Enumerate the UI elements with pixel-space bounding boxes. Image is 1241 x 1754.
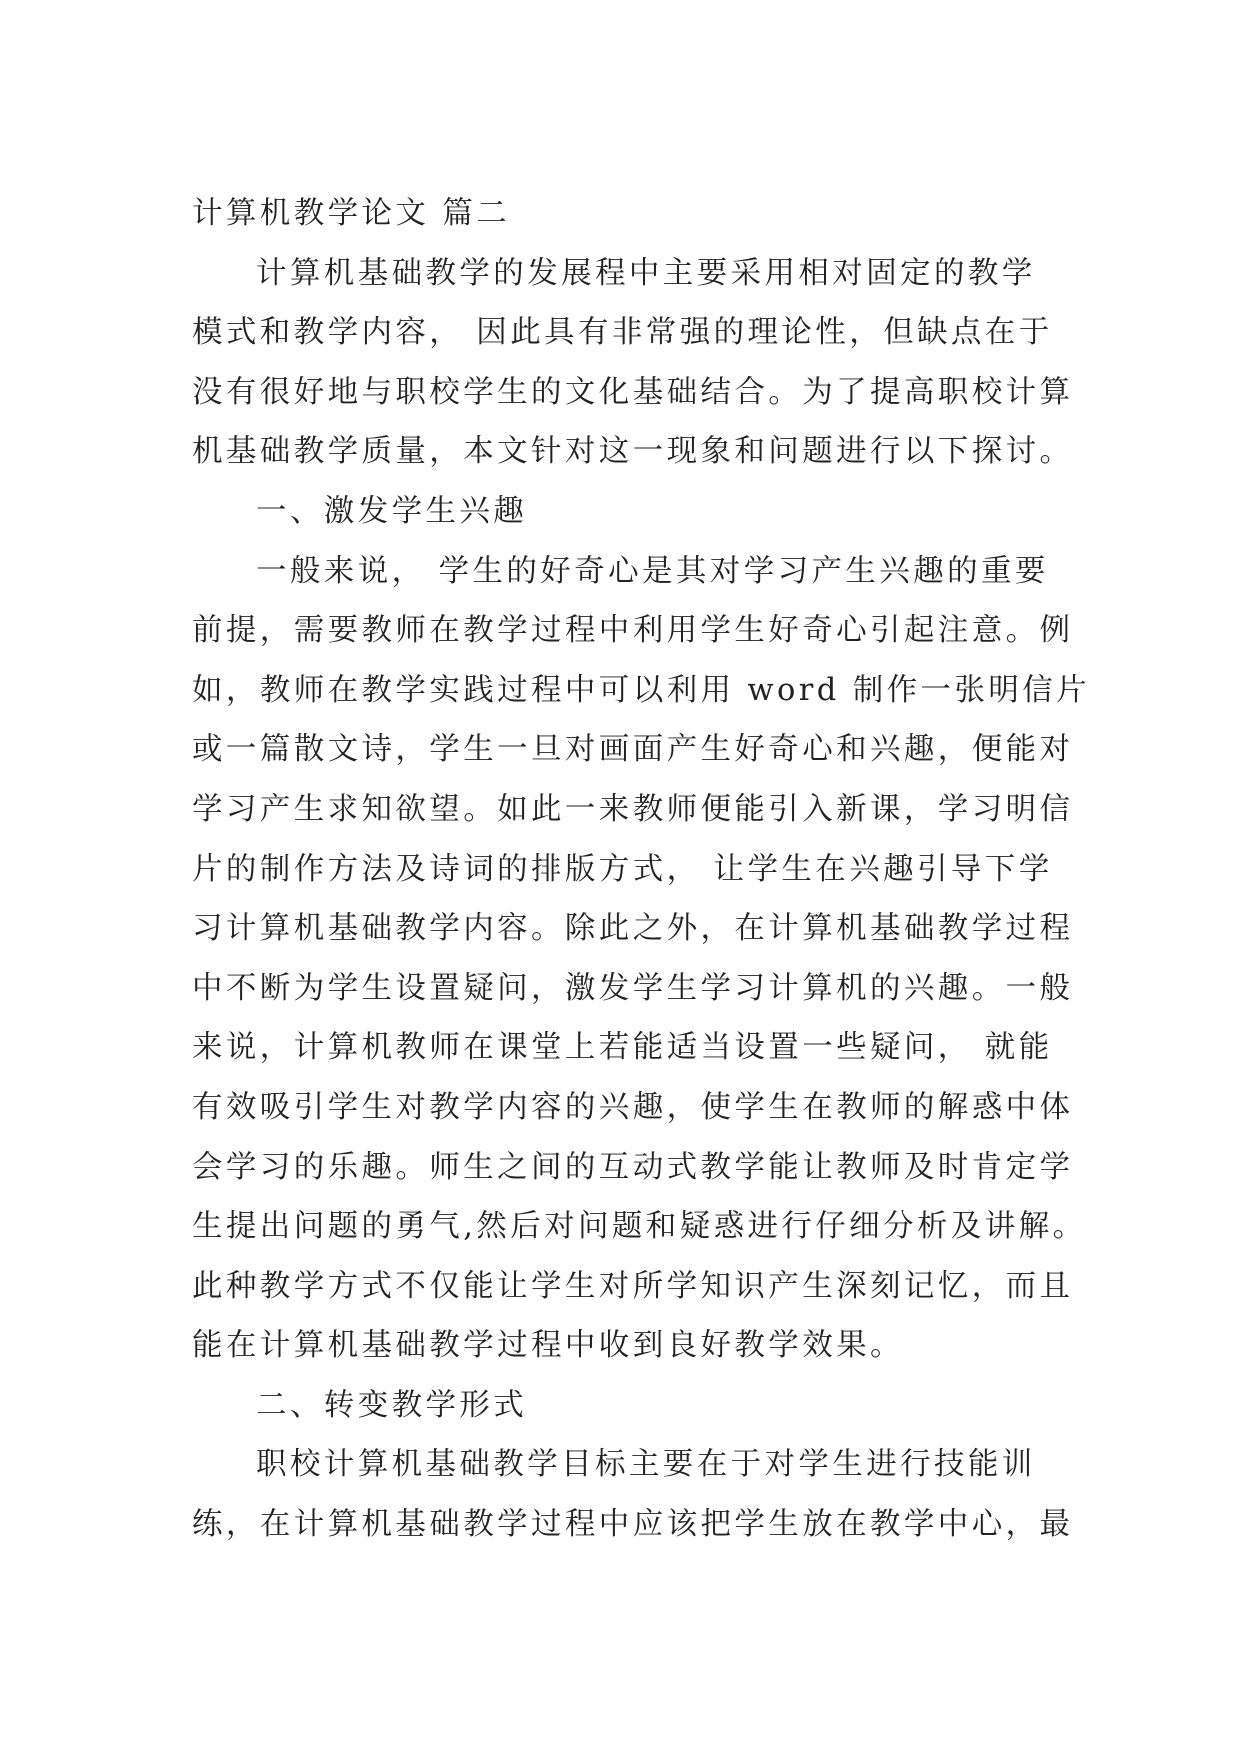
paragraph-line: 计算机基础教学的发展程中主要采用相对固定的教学 (256, 255, 1036, 291)
paragraph-line: 中不断为学生设置疑问，激发学生学习计算机的兴趣。一般 (192, 970, 1074, 1006)
document-title: 计算机教学论文 篇二 (192, 196, 511, 231)
paragraph-line: 职校计算机基础教学目标主要在于对学生进行技能训 (256, 1447, 1036, 1483)
paragraph-line: 习计算机基础教学内容。除此之外，在计算机基础教学过程 (192, 911, 1074, 947)
paragraph-line: 能在计算机基础教学过程中收到良好教学效果。 (192, 1328, 904, 1364)
section-heading: 一、激发学生兴趣 (256, 493, 528, 529)
paragraph-line: 机基础教学质量，本文针对这一现象和问题进行以下探讨。 (192, 434, 1074, 470)
paragraph-line: 此种教学方式不仅能让学生对所学知识产生深刻记忆，而且 (192, 1268, 1074, 1304)
paragraph-line: 会学习的乐趣。师生之间的互动式教学能让教师及时肯定学 (192, 1149, 1074, 1185)
paragraph-line: 练，在计算机基础教学过程中应该把学生放在教学中心，最 (192, 1507, 1074, 1543)
paragraph-line: 来说，计算机教师在课堂上若能适当设置一些疑问， 就能 (192, 1030, 1053, 1066)
paragraph-line: 没有很好地与职校学生的文化基础结合。为了提高职校计算 (192, 374, 1074, 410)
document-body (192, 184, 1091, 1555)
paragraph-line: 学习产生求知欲望。如此一来教师便能引入新课，学习明信 (192, 791, 1074, 827)
paragraph-line: 或一篇散文诗，学生一旦对画面产生好奇心和兴趣，便能对 (192, 732, 1074, 768)
paragraph-line: 如，教师在教学实践过程中可以利用 word 制作一张明信片 (192, 672, 1091, 708)
paragraph-line: 片的制作方法及诗词的排版方式， 让学生在兴趣引导下学 (192, 851, 1053, 887)
paragraph-line: 一般来说， 学生的好奇心是其对学习产生兴趣的重要 (256, 553, 1049, 589)
paragraph-line: 有效吸引学生对教学内容的兴趣，使学生在教师的解惑中体 (192, 1089, 1074, 1125)
section-heading: 二、转变教学形式 (256, 1387, 528, 1423)
paragraph-line: 模式和教学内容， 因此具有非常强的理论性，但缺点在于 (192, 315, 1053, 351)
paragraph-line: 前提，需要教师在教学过程中利用学生好奇心引起注意。例 (192, 613, 1074, 649)
paragraph-line: 生提出问题的勇气,然后对问题和疑惑进行仔细分析及讲解。 (192, 1209, 1087, 1245)
